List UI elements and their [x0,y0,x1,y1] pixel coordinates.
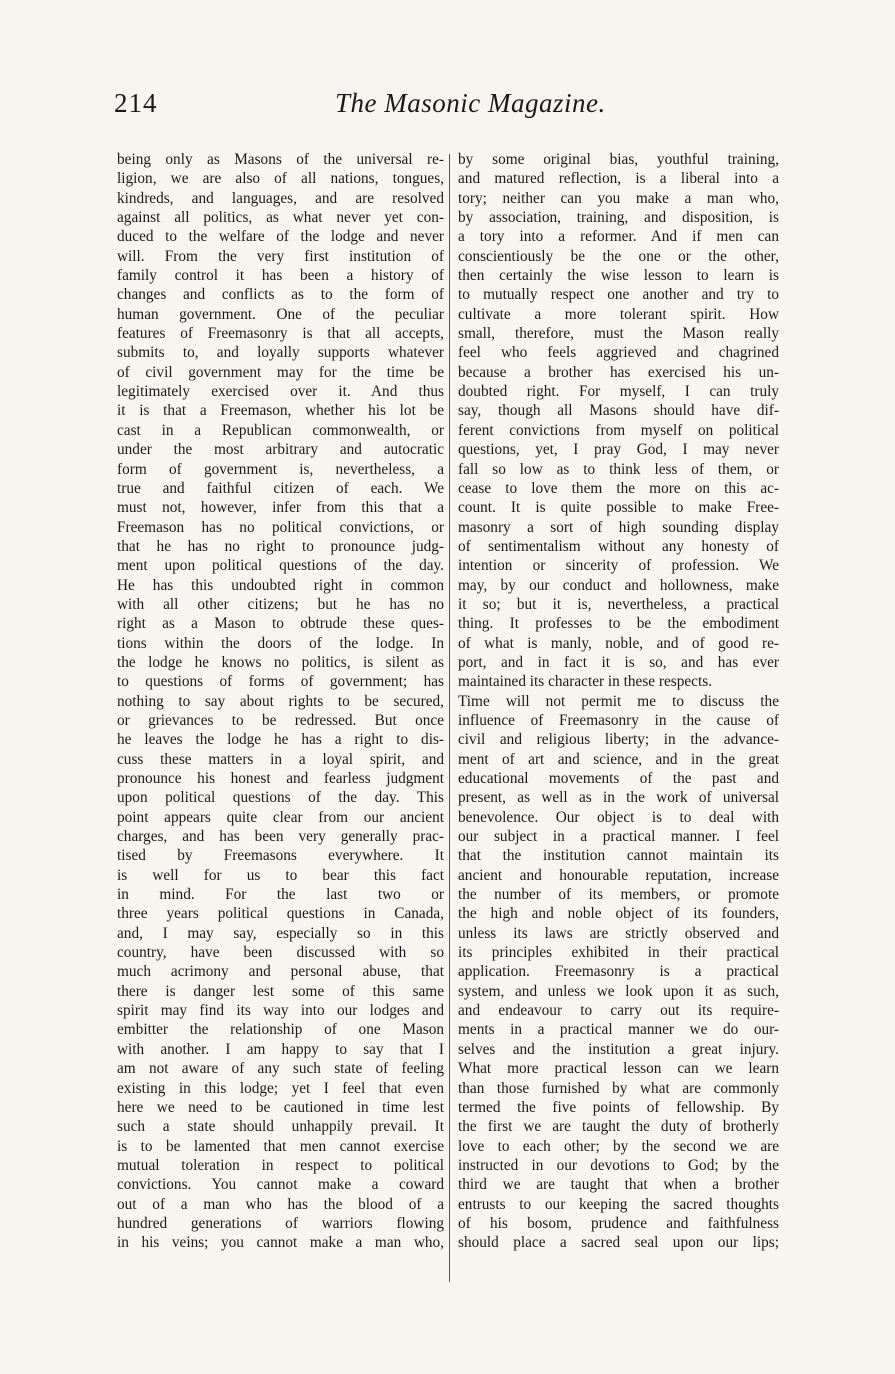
text-line: of what is manly, noble, and of good re- [458,634,779,652]
text-line: will. From the very first institution of [117,247,444,265]
text-line: conscientiously be the one or the other, [458,247,779,265]
text-line: educational movements of the past and [458,770,779,787]
text-line: upon political questions of the day. This [117,789,444,807]
text-line: Time will not permit me to discuss the [458,692,779,710]
text-line: here we need to be cautioned in time lest [117,1098,444,1116]
text-line: by association, training, and disposition, is [458,209,779,227]
text-line: tised by Freemasons everywhere. It [117,847,444,865]
text-line: of sentimentalism without any honesty of [458,537,779,555]
text-line: small, therefore, must the Mason really [458,325,779,343]
text-line: civil and religious liberty; in the advance- [458,731,779,749]
text-line: must not, however, infer from this that a [117,499,444,517]
text-line: in his veins; you cannot make a man who, [117,1234,444,1252]
right-text-column [458,150,779,1253]
text-line: termed the five points of fellowship. By [458,1098,779,1116]
text-line: against all politics, as what never yet con- [117,209,444,227]
text-line: intention or sincerity of profession. We [458,557,779,575]
text-line: is well for us to bear this fact [117,866,444,884]
text-line: cultivate a more tolerant spirit. How [458,305,779,323]
text-line: may, by our conduct and hollowness, make [458,576,779,594]
text-line: or grievances to be redressed. But once [117,711,444,729]
text-line: of civil government may for the time be [117,363,444,381]
text-line: entrusts to our keeping the sacred thoughts [458,1195,779,1213]
text-line: form of government is, nevertheless, a [117,460,444,478]
text-line: changes and conflicts as to the form of [117,286,444,304]
text-line: pronounce his honest and fearless judgment [117,770,444,787]
text-line: three years political questions in Canada, [117,905,444,923]
text-line: Freemason has no political convictions, or [117,518,444,536]
text-line: ferent convictions from myself on political [458,421,779,439]
text-line: country, have been discussed with so [117,944,444,962]
text-line: such a state should unhappily prevail. It [117,1118,444,1136]
text-line: cast in a Republican commonwealth, or [117,421,444,439]
text-line: under the most arbitrary and autocratic [117,441,444,459]
text-line: benevolence. Our object is to deal with [458,808,779,826]
text-line: count. It is quite possible to make Free- [458,499,779,517]
text-line: family control it has been a history of [117,267,444,285]
text-line: human government. One of the peculiar [117,305,444,323]
text-line: ments in a practical manner we do our- [458,1021,779,1039]
text-line: questions, yet, I pray God, I may never [458,441,779,459]
text-line: ment upon political questions of the day. [117,557,444,575]
text-line: unless its laws are strictly observed and [458,924,779,942]
text-line: out of a man who has the blood of a [117,1195,444,1213]
text-line: in mind. For the last two or [117,886,444,904]
text-line: selves and the institution a great injury. [458,1040,779,1058]
text-line: he leaves the lodge he has a right to dis- [117,731,444,749]
text-line: is to be lamented that men cannot exercise [117,1137,444,1155]
text-line: true and faithful citizen of each. We [117,479,444,497]
text-line: port, and in fact it is so, and has ever [458,653,779,671]
text-line: convictions. You cannot make a coward [117,1176,444,1194]
text-line: being only as Masons of the universal re- [117,151,444,168]
column-divider [449,154,450,1282]
text-line: kindreds, and languages, and are resolved [117,189,444,207]
text-line: feel who feels aggrieved and chagrined [458,344,779,362]
text-line: the number of its members, or promote [458,886,779,904]
text-line: the first we are taught the duty of brotherly [458,1118,779,1136]
text-line: to questions of forms of government; has [117,673,444,691]
text-line: to mutually respect one another and try to [458,286,779,304]
text-line: because a brother has exercised his un- [458,363,779,381]
text-line: tions within the doors of the lodge. In [117,634,444,652]
page-number: 214 [114,88,158,118]
text-line: ligion, we are also of all nations, tongues, [117,170,444,188]
text-line: the high and noble object of its founders, [458,905,779,923]
text-line: hundred generations of warriors flowing [117,1214,444,1232]
text-line: submits to, and loyally supports whatever [117,344,444,362]
running-title: The Masonic Magazine. [335,88,606,118]
text-line: ment of art and science, and in the great [458,750,779,768]
text-line: our subject in a practical manner. I feel [458,828,779,846]
text-line: He has this undoubted right in common [117,576,444,594]
page-header [0,88,895,128]
text-line: with all other citizens; but he has no [117,595,444,613]
text-line: point appears quite clear from our ancient [117,808,444,826]
text-line: should place a sacred seal upon our lips; [458,1234,779,1252]
text-line: masonry a sort of high sounding display [458,518,779,536]
text-line: tory; neither can you make a man who, [458,189,779,207]
text-line: maintained its character in these respects. [458,673,712,691]
text-line: of his bosom, prudence and faithfulness [458,1214,779,1232]
text-line: it so; but it is, nevertheless, a practical [458,595,779,613]
text-line: am not aware of any such state of feeling [117,1060,444,1078]
text-line: influence of Freemasonry in the cause of [458,711,779,729]
text-line: say, though all Masons should have dif- [458,402,779,420]
text-line: with another. I am happy to say that I [117,1040,444,1058]
text-line: nothing to say about rights to be secured, [117,692,444,710]
text-line: cease to love them the more on this ac- [458,479,779,497]
text-line: mutual toleration in respect to political [117,1156,444,1174]
text-line: present, as well as in the work of universal [458,789,779,807]
text-line: system, and unless we look upon it as such, [458,982,779,1000]
text-line: embitter the relationship of one Mason [117,1021,444,1039]
text-line: doubted right. For myself, I can truly [458,383,779,401]
text-line: right as a Mason to obtrude these ques- [117,615,444,633]
text-line: and, I may say, especially so in this [117,924,444,942]
text-line: thing. It professes to be the embodiment [458,615,779,633]
text-line: that the institution cannot maintain its [458,847,779,865]
text-line: the lodge he knows no politics, is silent as [117,653,444,671]
text-line: What more practical lesson can we learn [458,1060,779,1078]
text-line: legitimately exercised over it. And thus [117,383,444,401]
left-text-column [117,150,444,1253]
text-line: a tory into a reformer. And if men can [458,228,779,246]
text-line: instructed in our devotions to God; by the [458,1156,779,1174]
text-line: and matured reflection, is a liberal into a [458,170,779,188]
text-line: love to each other; by the second we are [458,1137,779,1155]
text-line: duced to the welfare of the lodge and never [117,228,444,246]
text-line: by some original bias, youthful training, [458,151,779,168]
text-line: existing in this lodge; yet I feel that even [117,1079,444,1097]
text-line: its principles exhibited in their practical [458,944,779,962]
text-line: there is danger lest some of this same [117,982,444,1000]
text-line: and endeavour to carry out its require- [458,1002,779,1020]
text-line: charges, and has been very generally prac- [117,828,444,846]
text-line: than those furnished by what are commonly [458,1079,779,1097]
text-line: spirit may find its way into our lodges and [117,1002,444,1020]
text-line: ancient and honourable reputation, increase [458,866,779,884]
text-line: application. Freemasonry is a practical [458,963,779,981]
text-line: then certainly the wise lesson to learn is [458,267,779,285]
text-line: fall so low as to think less of them, or [458,460,779,478]
text-line: that he has no right to pronounce judg- [117,537,444,555]
text-line: it is that a Freemason, whether his lot be [117,402,444,420]
text-line: much acrimony and personal abuse, that [117,963,444,981]
text-line: features of Freemasonry is that all accepts, [117,325,444,343]
text-line: third we are taught that when a brother [458,1176,779,1194]
text-line: cuss these matters in a loyal spirit, and [117,750,444,768]
